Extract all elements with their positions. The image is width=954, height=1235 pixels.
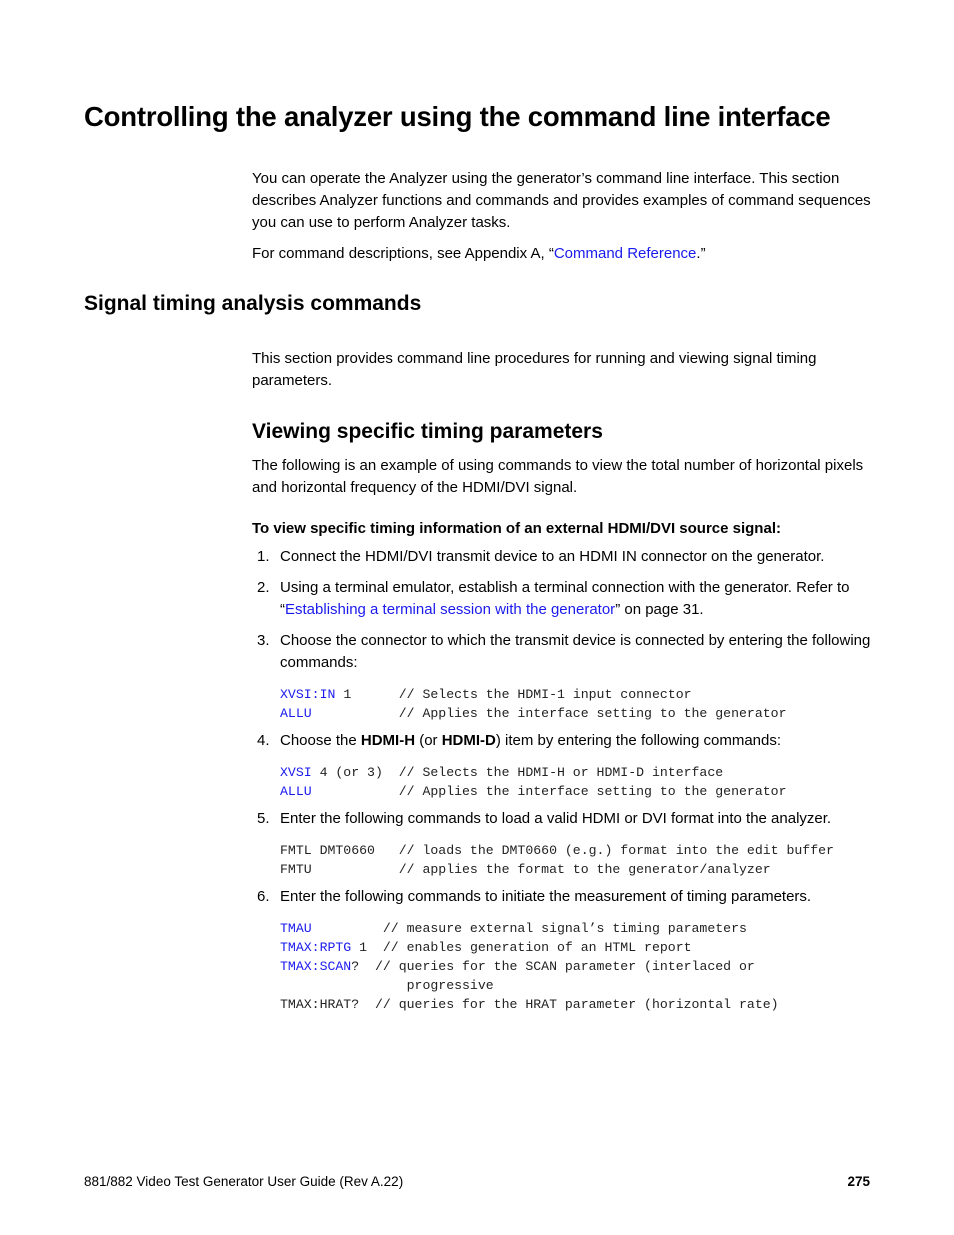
code-block-measurement [280,919,779,1014]
intro-suffix: .” [696,245,706,262]
subsection-paragraph: The following is an example of using commands to view the total number of horizontal pixels and horizontal frequency of the HDMI/DVI signal. [252,457,864,496]
command-reference-paragraph [252,243,872,265]
step-number: 3. [257,632,270,649]
step-text: Enter the following commands to load a valid HDMI or DVI format into the analyzer. [280,810,832,827]
code-line: TMAX:HRAT? // queries for the HRAT parameter (horizontal rate) [280,997,779,1012]
step-text [280,730,872,752]
terminal-session-link[interactable]: Establishing a terminal session with the generator [285,601,616,618]
step-number: 2. [257,579,270,596]
code-comment: 4 (or 3) // Selects the HDMI-H or HDMI-D interface [311,765,724,780]
code-comment: // Applies the interface setting to the generator [311,784,787,799]
page-number: 275 [847,1174,870,1189]
section-heading: Signal timing analysis commands [84,292,422,315]
code-command: ALLU [280,706,312,721]
command-reference-link[interactable]: Command Reference [553,245,697,262]
step-text-prefix: Using a terminal emulator, establish a terminal connection with the generator. Refer to “ [280,579,850,618]
code-command: ALLU [280,784,312,799]
step-text-prefix: Choose the [280,732,361,749]
code-command: XVSI:IN [280,687,336,702]
step-number: 4. [257,732,270,749]
code-block-format [280,841,834,879]
code-comment: // measure external signal’s timing parameters [311,921,747,936]
code-line: FMTL DMT0660 // loads the DMT0660 (e.g.) format into the edit buffer [280,843,834,858]
code-comment: 1 // enables generation of an HTML report [351,940,692,955]
step-number: 6. [257,888,270,905]
section-paragraph: This section provides command line procedures for running and viewing signal timing parameters. [252,350,817,389]
code-block-connector [280,685,786,723]
step-text-suffix: ) item by entering the following commands: [495,732,782,749]
code-comment: ? // queries for the SCAN parameter (interlaced or [351,959,755,974]
step-text-mid: (or [415,732,442,749]
subsection-heading: Viewing specific timing parameters [252,420,603,443]
code-block-interface [280,763,786,801]
hdmi-h-label: HDMI-H [360,732,416,749]
code-command: TMAX:RPTG [280,940,352,955]
code-line: FMTU // applies the format to the generator/analyzer [280,862,771,877]
footer-title: 881/882 Video Test Generator User Guide (Rev A.22) [84,1174,404,1189]
procedure-heading: To view specific timing information of an external HDMI/DVI source signal: [252,520,781,537]
step-text: Enter the following commands to initiate the measurement of timing parameters. [280,888,812,905]
code-comment: 1 // Selects the HDMI-1 input connector [335,687,692,702]
step-text: Choose the connector to which the transmit device is connected by entering the following commands: [280,632,871,671]
intro-paragraph: You can operate the Analyzer using the generator’s command line interface. This section describes Analyzer functions and commands and provides examples of command sequences you can use to perform Analyzer tasks. [252,170,871,231]
code-command: XVSI [280,765,312,780]
code-line: progressive [280,978,494,993]
code-command: TMAX:SCAN [280,959,352,974]
code-command: TMAU [280,921,312,936]
step-number: 5. [257,810,270,827]
step-text [280,577,872,621]
page-title: Controlling the analyzer using the command line interface [84,101,831,132]
code-comment: // Applies the interface setting to the generator [311,706,787,721]
step-number: 1. [257,548,270,565]
intro-prefix: For command descriptions, see Appendix A, “ [252,245,554,262]
step-text: Connect the HDMI/DVI transmit device to an HDMI IN connector on the generator. [280,548,825,565]
hdmi-d-label: HDMI-D [441,732,496,749]
step-text-suffix: ” on page 31. [615,601,704,618]
